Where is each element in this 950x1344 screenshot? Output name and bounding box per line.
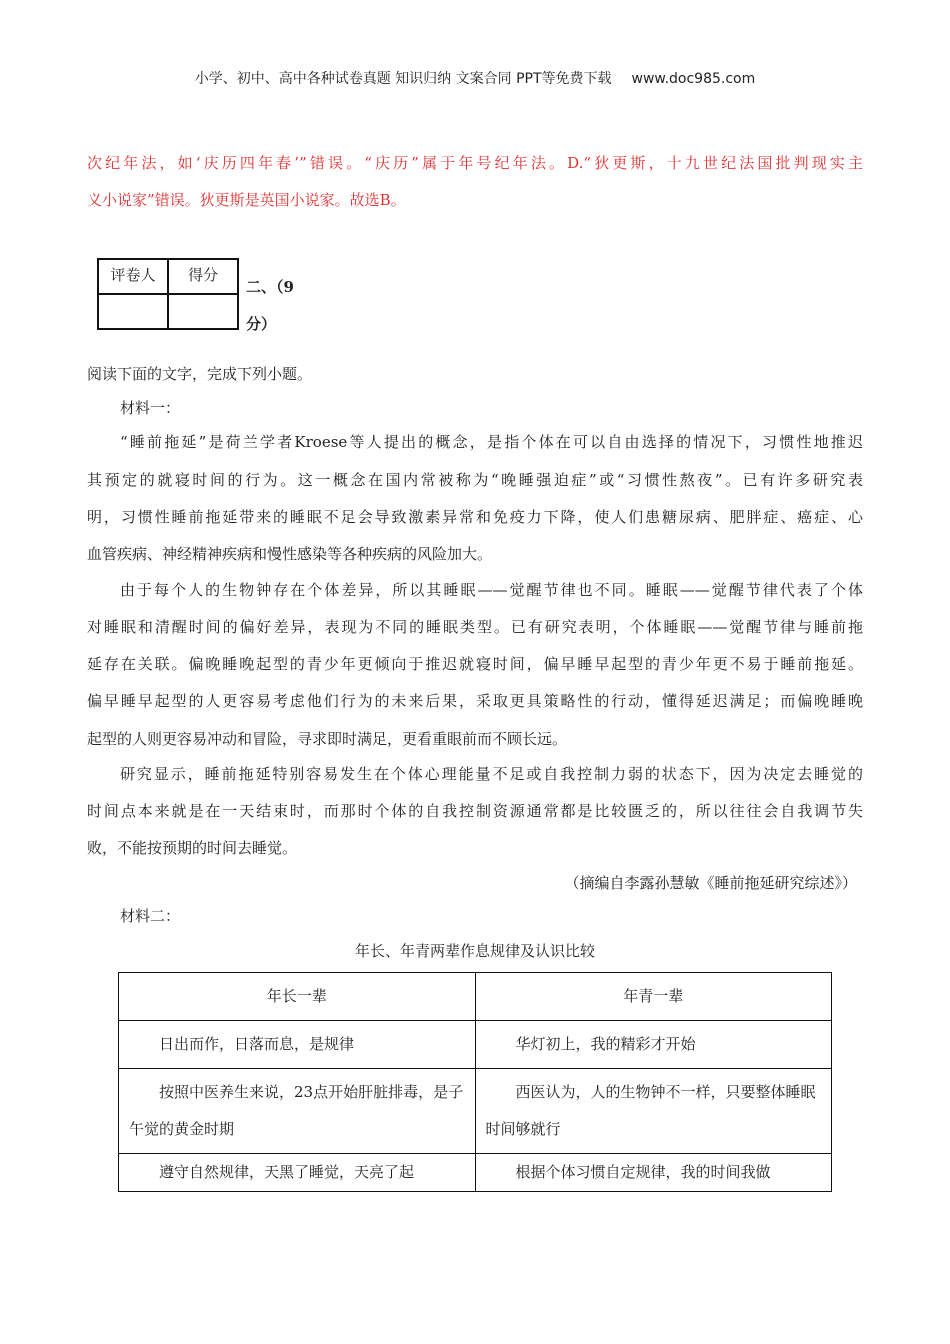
paragraph-line: 起型的人则更容易冲动和冒险，寻求即时满足，更看重眼前而不顾长远。 <box>87 730 568 748</box>
instruction: 阅读下面的文字，完成下列小题。 <box>87 365 313 383</box>
table-cell: 按照中医养生来说，23点开始肝脏排毒，是子午觉的黄金时期 <box>119 1069 476 1154</box>
score-cell[interactable] <box>168 294 238 329</box>
paragraph-line: “睡前拖延”是荷兰学者Kroese等人提出的概念，是指个体在可以自由选择的情况下，习惯性地推迟 <box>120 433 863 451</box>
paragraph-line: 由于每个人的生物钟存在个体差异，所以其睡眠——觉醒节律也不同。睡眠——觉醒节律代表了个体 <box>120 581 863 599</box>
table-cell: 根据个体习惯自定规律，我的时间我做 <box>475 1154 832 1192</box>
section-title: 二、（9 <box>246 278 294 296</box>
score-label: 得分 <box>168 259 238 294</box>
table-caption: 年长、年青两辈作息规律及认识比较 <box>354 942 595 960</box>
table-cell: 日出而作，日落而息，是规律 <box>119 1021 476 1069</box>
paragraph-line: 延存在关联。偏晚睡晚起型的青少年更倾向于推迟就寝时间，偏早睡早起型的青少年更不易于睡前拖延。 <box>87 655 863 673</box>
header-text: 小学、初中、高中各种试卷真题 知识归纳 文案合同 PPT等免费下载 <box>194 71 612 87</box>
table-cell: 西医认为，人的生物钟不一样，只要整体睡眠时间够就行 <box>475 1069 832 1154</box>
header-young: 年青一辈 <box>475 973 832 1021</box>
table-cell: 华灯初上，我的精彩才开始 <box>475 1021 832 1069</box>
table-cell: 遵守自然规律，天黑了睡觉，天亮了起 <box>119 1154 476 1192</box>
answer-line: 义小说家”错误。狄更斯是英国小说家。故选B。 <box>87 191 406 209</box>
reviewer-label: 评卷人 <box>98 259 168 294</box>
paragraph-line: 明，习惯性睡前拖延带来的睡眠不足会导致激素异常和免疫力下降，使人们患糖尿病、肥胖症、癌症、心 <box>87 508 863 526</box>
paragraph-line: 血管疾病、神经精神疾病和慢性感染等各种疾病的风险加大。 <box>87 545 493 563</box>
section-title-cont: 分） <box>246 315 277 333</box>
header-elder: 年长一辈 <box>119 973 476 1021</box>
comparison-table <box>118 972 832 1192</box>
paragraph-line: 偏早睡早起型的人更容易考虑他们行为的未来后果，采取更具策略性的行动，懂得延迟满足；而偏晚睡晚 <box>87 692 863 710</box>
paragraph-line: 研究显示，睡前拖延特别容易发生在个体心理能量不足或自我控制力弱的状态下，因为决定去睡觉的 <box>120 765 863 783</box>
paragraph-line: 败，不能按预期的时间去睡觉。 <box>87 839 298 857</box>
material1-label: 材料一： <box>120 399 181 417</box>
score-table <box>97 258 239 330</box>
reviewer-cell[interactable] <box>98 294 168 329</box>
material2-label: 材料二： <box>120 907 181 925</box>
header-url[interactable]: www.doc985.com <box>631 71 756 87</box>
paragraph-line: 时间点本来就是在一天结束时，而那时个体的自我控制资源通常都是比较匮乏的，所以往往会自我调节失 <box>87 802 863 820</box>
source-citation: （摘编自李露孙慧敏《睡前拖延研究综述》） <box>564 874 857 892</box>
paragraph-line: 对睡眠和清醒时间的偏好差异，表现为不同的睡眠类型。已有研究表明，个体睡眠——觉醒节律与睡前拖 <box>87 618 863 636</box>
page-header <box>0 68 950 88</box>
answer-line: 次纪年法，如‘庆历四年春’”错误。“庆历”属于年号纪年法。D.“狄更斯，十九世纪法国批判现实主 <box>87 154 863 172</box>
paragraph-line: 其预定的就寝时间的行为。这一概念在国内常被称为“晚睡强迫症”或“习惯性熬夜”。已有许多研究表 <box>87 471 863 489</box>
